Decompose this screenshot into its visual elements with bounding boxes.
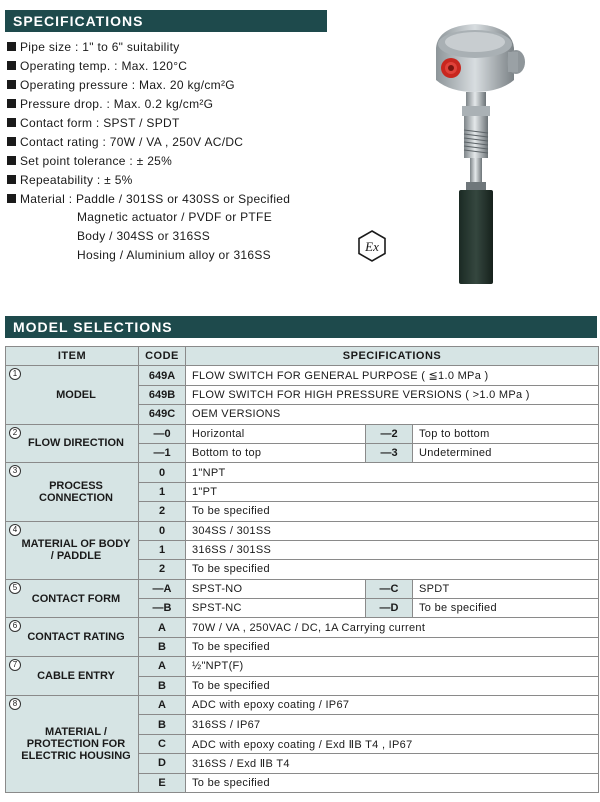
item-model: 1 MODEL [6,366,139,424]
spec-cell: Horizontal [186,424,366,443]
square-bullet-icon [7,175,16,184]
spec-cell: ADC with epoxy coating / Exd ⅡB T4 , IP67 [186,734,599,753]
spec-cell: Bottom to top [186,443,366,462]
spec-item: Contact form : SPST / SPDT [7,113,337,132]
spec-item: Operating pressure : Max. 20 kg/cm²G [7,75,337,94]
spec-cell: 316SS / Exd ⅡB T4 [186,754,599,773]
item-flow-direction: 2 FLOW DIRECTION [6,424,139,463]
specifications-heading: SPECIFICATIONS [5,10,327,32]
circled-number: 3 [9,465,21,477]
spec-cell: 1"PT [186,482,599,501]
header-specifications: SPECIFICATIONS [186,347,599,366]
spec-item: Repeatability : ± 5% [7,170,337,189]
code-cell: E [139,773,186,792]
spec-item: Operating temp. : Max. 120°C [7,56,337,75]
circled-number: 5 [9,582,21,594]
table-row [6,579,599,598]
code-cell: D [139,754,186,773]
model-selections-table [5,346,599,793]
circled-number: 2 [9,427,21,439]
spec-item: Material : Paddle / 301SS or 430SS or Specified [7,189,337,208]
header-item: ITEM [6,347,139,366]
spec-cell: ADC with epoxy coating / IP67 [186,696,599,715]
code-cell: 0 [139,463,186,482]
spec-cell: Undetermined [413,443,599,462]
spec-cell: To be specified [186,676,599,695]
code-cell: 649B [139,385,186,404]
table-header-row [6,347,599,366]
code-cell: B [139,637,186,656]
spec-cell: To be specified [186,637,599,656]
table-row [6,463,599,482]
spec-cell: OEM VERSIONS [186,405,599,424]
code-cell: 649C [139,405,186,424]
spec-item-continued: Hosing / Aluminium alloy or 316SS [77,248,271,262]
square-bullet-icon [7,118,16,127]
spec-item: Contact rating : 70W / VA , 250V AC/DC [7,132,337,151]
spec-cell: Top to bottom [413,424,599,443]
square-bullet-icon [7,137,16,146]
code-cell: C [139,734,186,753]
spec-cell: To be specified [413,599,599,618]
circled-number: 8 [9,698,21,710]
spec-cell: FLOW SWITCH FOR GENERAL PURPOSE ( ≦1.0 MPa ) [186,366,599,385]
item-cable-entry: 7 CABLE ENTRY [6,657,139,696]
circled-number: 7 [9,659,21,671]
code-cell: —1 [139,443,186,462]
table-row [6,366,599,385]
code-cell: —2 [366,424,413,443]
spec-item-continued: Body / 304SS or 316SS [77,229,211,243]
square-bullet-icon [7,80,16,89]
spec-item-continued: Magnetic actuator / PVDF or PTFE [77,210,272,224]
table-row [6,521,599,540]
code-cell: 649A [139,366,186,385]
square-bullet-icon [7,42,16,51]
table-row [6,657,599,676]
spec-cell: To be specified [186,773,599,792]
item-contact-rating: 6 CONTACT RATING [6,618,139,657]
code-cell: 0 [139,521,186,540]
spec-cell: 316SS / 301SS [186,540,599,559]
code-cell: A [139,657,186,676]
model-selections-heading: MODEL SELECTIONS [5,316,597,338]
square-bullet-icon [7,99,16,108]
code-cell: B [139,715,186,734]
ex-label: Ex [365,239,379,254]
code-cell: —0 [139,424,186,443]
code-cell: B [139,676,186,695]
ex-hexagon-icon [356,230,388,262]
item-process-connection: 3 PROCESS CONNECTION [6,463,139,521]
table-row [6,696,599,715]
code-cell: 1 [139,540,186,559]
code-cell: 1 [139,482,186,501]
spec-cell: SPDT [413,579,599,598]
spec-cell: SPST-NO [186,579,366,598]
spec-cell: FLOW SWITCH FOR HIGH PRESSURE VERSIONS ( >1.0 MPa ) [186,385,599,404]
code-cell: —B [139,599,186,618]
spec-cell: SPST-NC [186,599,366,618]
circled-number: 4 [9,524,21,536]
spec-cell: 316SS / IP67 [186,715,599,734]
code-cell: —C [366,579,413,598]
code-cell: 2 [139,502,186,521]
specifications-list [7,37,337,265]
code-cell: A [139,696,186,715]
spec-item: Pressure drop. : Max. 0.2 kg/cm²G [7,94,337,113]
table-row [6,618,599,637]
spec-cell: 70W / VA , 250VAC / DC, 1A Carrying current [186,618,599,637]
code-cell: —3 [366,443,413,462]
spec-cell: 1"NPT [186,463,599,482]
square-bullet-icon [7,194,16,203]
spec-cell: 304SS / 301SS [186,521,599,540]
code-cell: —D [366,599,413,618]
circled-number: 1 [9,368,21,380]
item-material-protection: 8 MATERIAL / PROTECTION FOR ELECTRIC HOUSING [6,696,139,793]
header-code: CODE [139,347,186,366]
spec-cell: ½"NPT(F) [186,657,599,676]
spec-cell: To be specified [186,560,599,579]
item-material-body-paddle: 4 MATERIAL OF BODY / PADDLE [6,521,139,579]
spec-item: Pipe size : 1" to 6" suitability [7,37,337,56]
item-contact-form: 5 CONTACT FORM [6,579,139,618]
spec-item: Set point tolerance : ± 25% [7,151,337,170]
table-row [6,424,599,443]
code-cell: A [139,618,186,637]
square-bullet-icon [7,156,16,165]
circled-number: 6 [9,620,21,632]
square-bullet-icon [7,61,16,70]
code-cell: —A [139,579,186,598]
code-cell: 2 [139,560,186,579]
flow-switch-product-image [420,18,530,290]
spec-cell: To be specified [186,502,599,521]
